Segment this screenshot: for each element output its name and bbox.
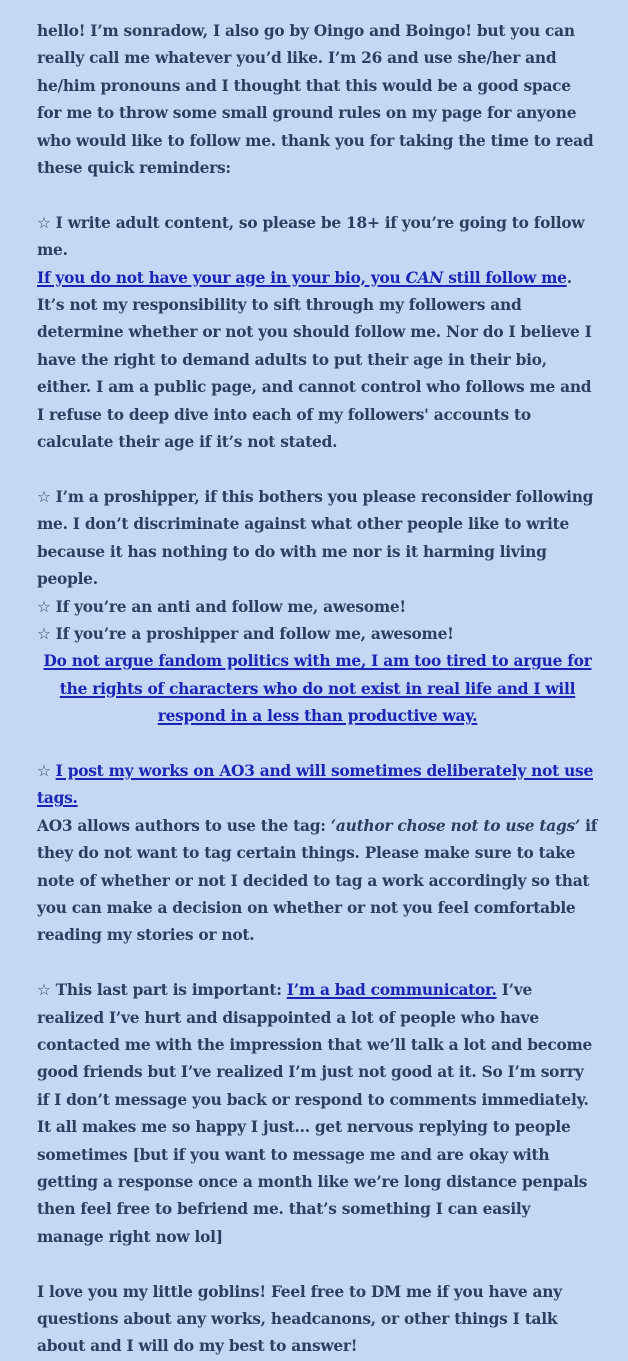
star-icon: ☆ bbox=[37, 981, 51, 1000]
age-rule bbox=[37, 210, 598, 265]
age-note-link-emphasis: CAN bbox=[405, 268, 444, 287]
age-note-link-text-end: still follow me bbox=[443, 268, 567, 287]
anti-line-text: If you’re an anti and follow me, awesome! bbox=[55, 597, 406, 616]
politics-warning bbox=[37, 648, 598, 730]
communication-rule-text: This last part is important: bbox=[55, 981, 287, 1000]
anti-line bbox=[37, 594, 598, 621]
age-note-link[interactable] bbox=[37, 269, 567, 287]
ao3-tag-quote: ‘author chose not to use tags’ bbox=[330, 816, 581, 835]
age-body: It’s not my responsibility to sift through my followers and determine whether or not you should follow me. Nor do I believe I have the right to demand adults to put their age in their bio, either. I am a public page, and cannot control who follows me and I refuse to deep dive into each of my followers' accounts to calculate their age if it’s not stated. bbox=[37, 296, 592, 452]
proship-rule-text: I’m a proshipper, if this bothers you please reconsider following me. I don’t discriminate against what other people like to write because it has nothing to do with me nor is it harming living people. bbox=[37, 487, 594, 589]
proship-rule bbox=[37, 484, 598, 594]
star-icon: ☆ bbox=[37, 761, 51, 780]
ao3-body bbox=[37, 813, 598, 950]
age-note-link-text: If you do not have your age in your bio, you bbox=[37, 268, 406, 287]
ao3-rule-link[interactable]: I post my works on AO3 and will sometimes deliberately not use tags. bbox=[37, 761, 594, 808]
communication-link[interactable]: I’m a bad communicator. bbox=[286, 981, 497, 1000]
age-note bbox=[37, 265, 598, 292]
spacer bbox=[37, 731, 598, 758]
spacer bbox=[37, 950, 598, 977]
spacer bbox=[37, 1251, 598, 1278]
star-icon: ☆ bbox=[37, 487, 51, 506]
proshipper-line bbox=[37, 621, 598, 648]
spacer bbox=[37, 182, 598, 209]
intro-paragraph: hello! I’m sonradow, I also go by Oingo and Boingo! but you can really call me whatever you’d like. I’m 26 and use she/her and he/him pronouns and I thought that this would be a good space for me to throw some small ground rules on my page for anyone who would like to follow me. thank you for taking the time to read these quick reminders: bbox=[37, 22, 594, 178]
ao3-body-text-end: if they do not want to tag certain things. Please make sure to take note of whether or not I decided to tag a work accordingly so that you can make a decision on whether or not you feel comfortable reading my stories or not. bbox=[37, 816, 598, 945]
age-note-period: . bbox=[566, 268, 572, 287]
star-icon: ☆ bbox=[37, 597, 51, 616]
proshipper-line-text: If you’re a proshipper and follow me, awesome! bbox=[55, 624, 454, 643]
communication-rule-body: I’ve realized I’ve hurt and disappointed a lot of people who have contacted me with the impression that we’ll talk a lot and become good friends but I’ve realized I’m just not good at it. So I’m sorry if I don’t message you back or respond to comments immediately. It all makes me so happy I just... get nervous replying to people sometimes [but if you want to message me and are okay with getting a response once a month like we’re long distance penpals then feel free to befriend me. that’s something I can easily manage right now lol] bbox=[37, 981, 593, 1246]
outro-paragraph: I love you my little goblins! Feel free to DM me if you have any questions about any works, headcanons, or other things I talk about and I will do my best to answer! bbox=[37, 1282, 562, 1356]
star-icon: ☆ bbox=[37, 213, 51, 232]
communication-rule bbox=[37, 977, 598, 1251]
spacer bbox=[37, 456, 598, 483]
ao3-rule bbox=[37, 758, 598, 813]
star-icon: ☆ bbox=[37, 624, 51, 643]
age-rule-text: I write adult content, so please be 18+ if you’re going to follow me. bbox=[37, 213, 585, 260]
ao3-body-text: AO3 allows authors to use the tag: bbox=[37, 816, 331, 835]
politics-warning-link[interactable]: Do not argue fandom politics with me, I am too tired to argue for the rights of characters who do not exist in real life and I will respond in a less than productive way. bbox=[43, 652, 592, 726]
